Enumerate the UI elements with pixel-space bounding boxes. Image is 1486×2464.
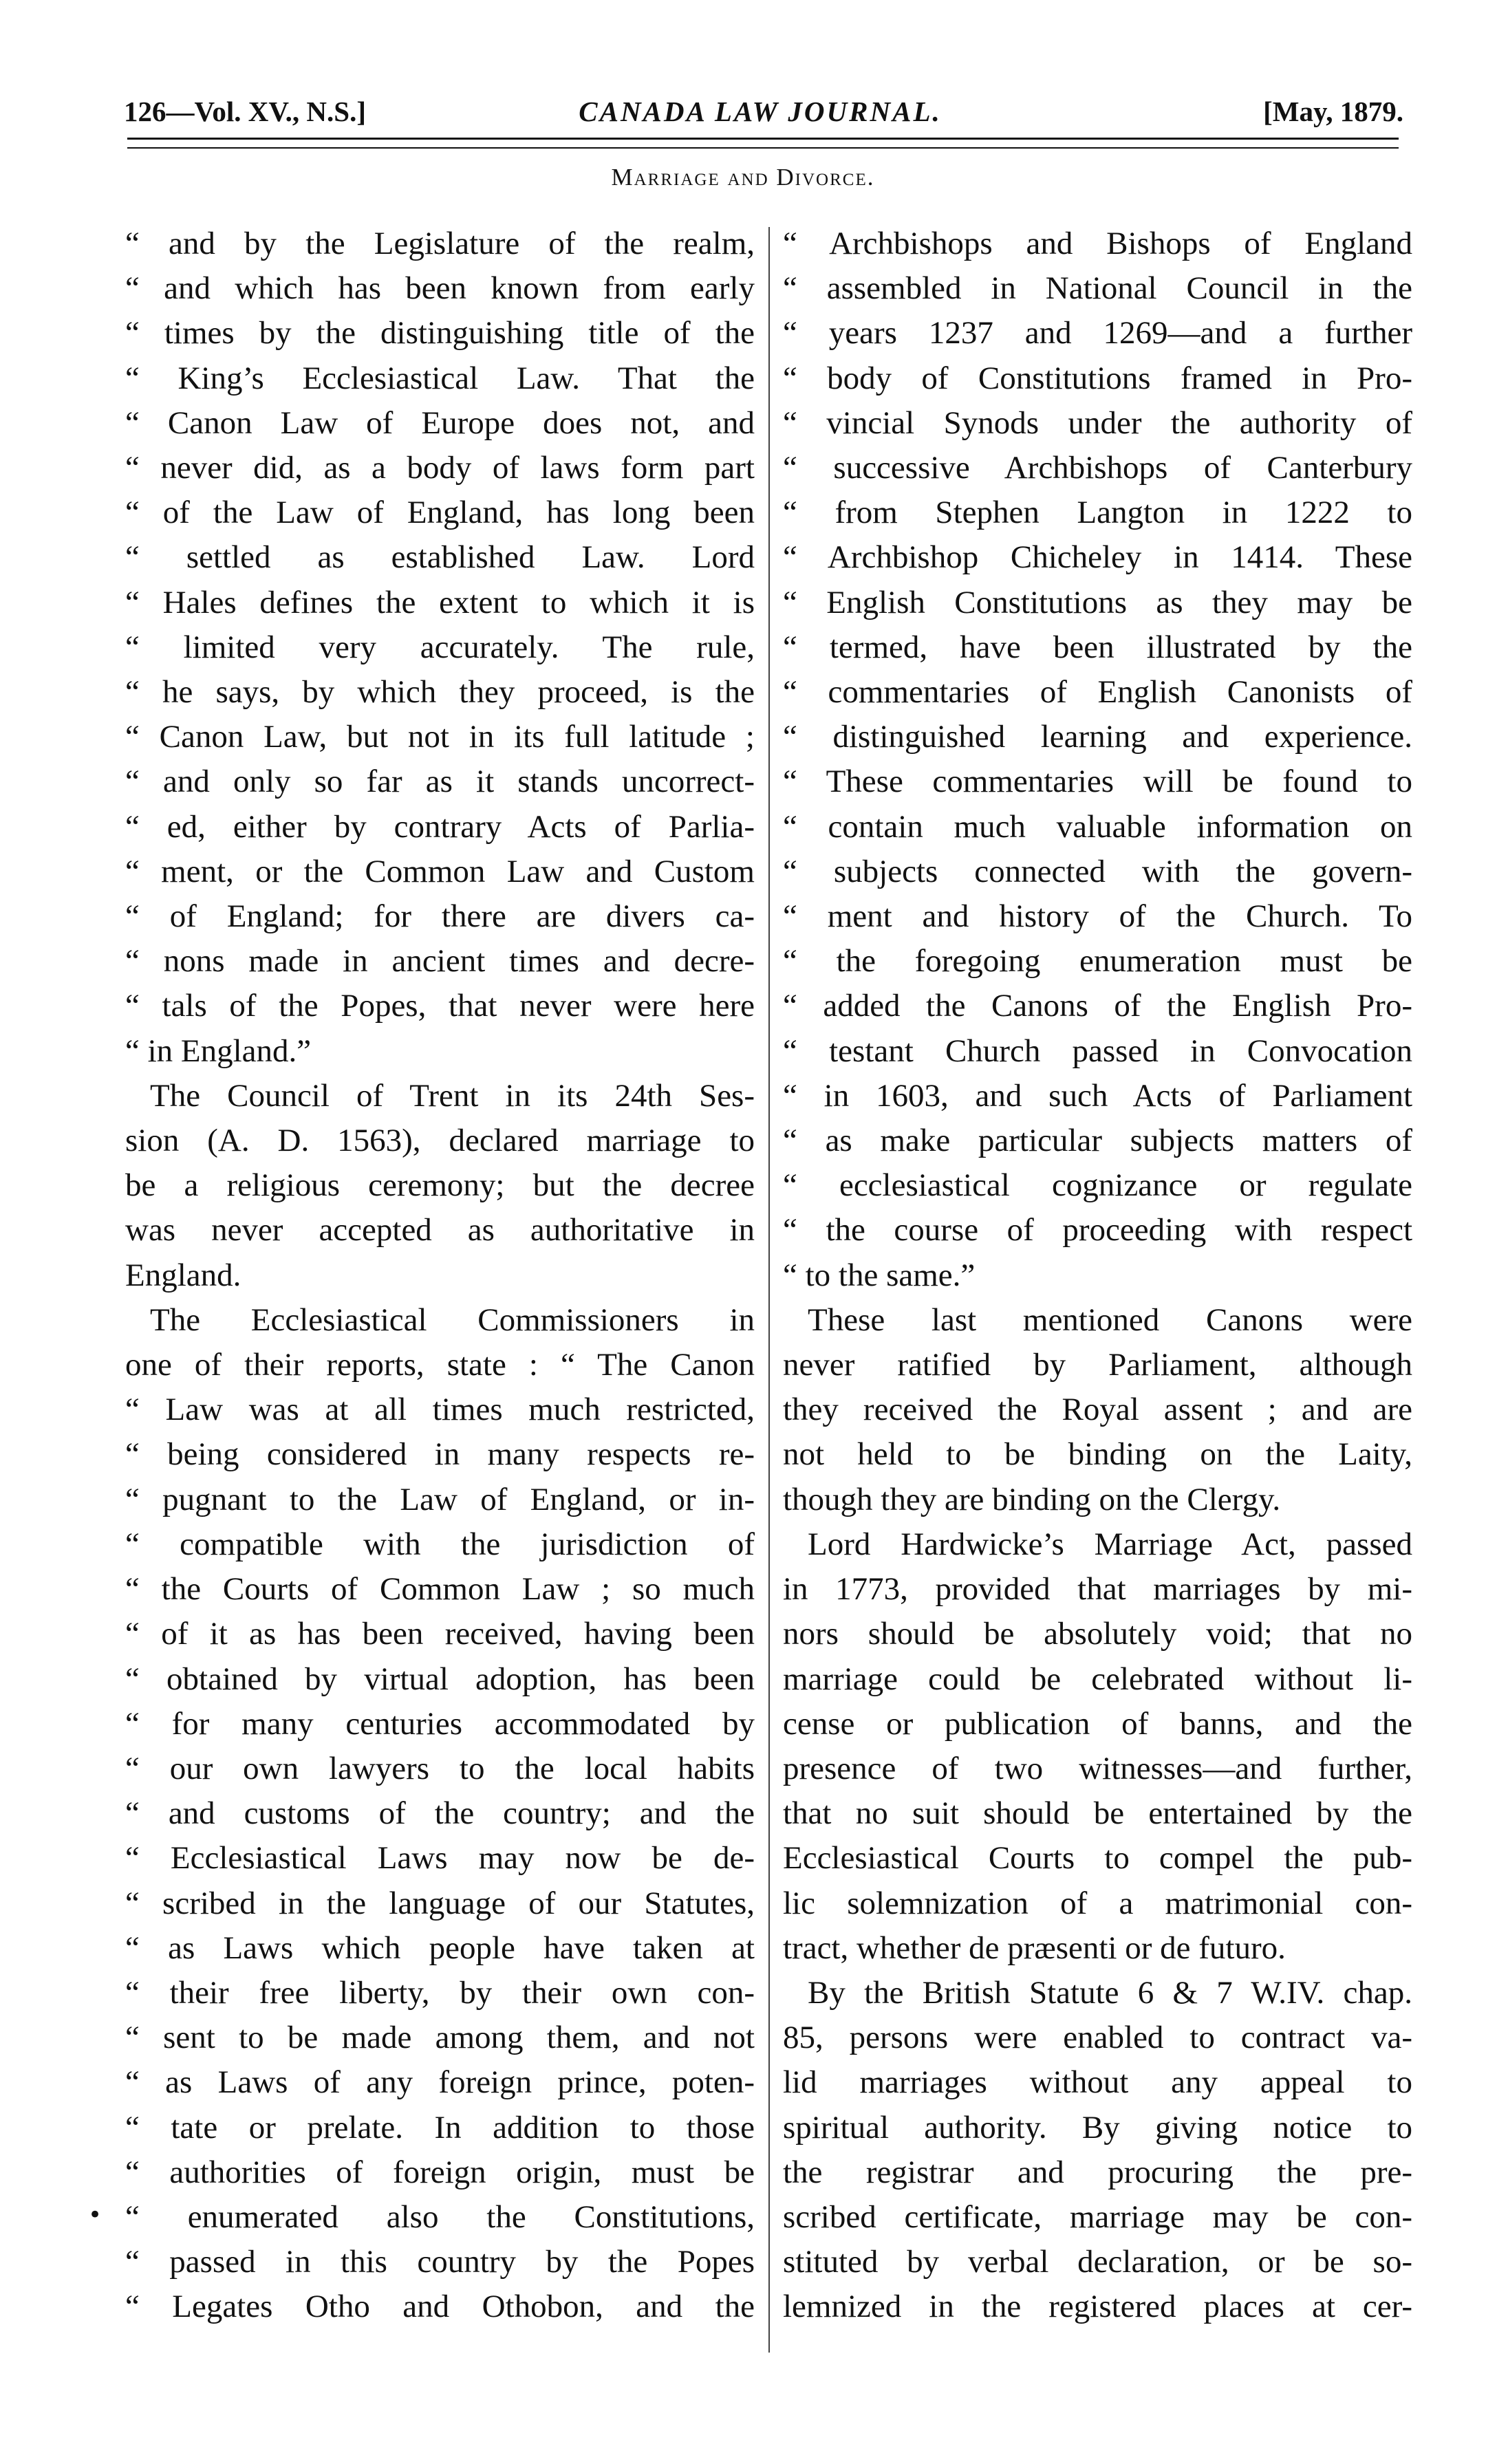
text-line: “ never did, as a body of laws form part [125, 450, 755, 486]
margin-mark: • [88, 2201, 103, 2229]
text-line: “ of it as has been received, having been [125, 1616, 755, 1652]
text-line: “ for many centuries accommodated by [125, 1705, 755, 1742]
text-line: “ subjects connected with the govern- [783, 853, 1412, 889]
left-column [125, 221, 755, 2330]
text-line: “ successive Archbishops of Canterbury [783, 450, 1412, 486]
text-line: “ passed in this country by the Popes [125, 2244, 755, 2280]
text-line: tract, whether de præsenti or de futuro. [783, 1930, 1286, 1966]
text-line: “ to the same.” [783, 1257, 976, 1293]
text-line: stituted by verbal declaration, or be so- [783, 2244, 1412, 2280]
text-line: “ ecclesiastical cognizance or regulate [783, 1167, 1412, 1204]
text-line: “ as make particular subjects matters of [783, 1123, 1412, 1159]
text-line: “ compatible with the jurisdiction of [125, 1526, 755, 1562]
text-line: one of their reports, state : “ The Canon [125, 1347, 755, 1383]
text-line: England. [125, 1257, 241, 1293]
right-column [783, 221, 1412, 2330]
text-line: “ assembled in National Council in the [783, 270, 1412, 307]
text-line: “ scribed in the language of our Statutes, [125, 1885, 755, 1921]
text-line: lemnized in the registered places at cer- [783, 2289, 1412, 2325]
text-line: “ added the Canons of the English Pro- [783, 988, 1412, 1024]
text-line: “ termed, have been illustrated by the [783, 629, 1412, 665]
text-line: “ vincial Synods under the authority of [783, 404, 1412, 441]
text-line: “ English Constitutions as they may be [783, 584, 1412, 620]
column-divider [768, 227, 770, 2353]
text-line: The Council of Trent in its 24th Ses- [150, 1077, 755, 1114]
text-line: “ the Courts of Common Law ; so much [125, 1571, 755, 1608]
text-line: These last mentioned Canons were [808, 1301, 1412, 1338]
text-line: “ Archbishops and Bishops of England [783, 226, 1412, 261]
text-line: “ testant Church passed in Convocation [783, 1033, 1412, 1069]
text-line: lid marriages without any appeal to [783, 2064, 1412, 2101]
text-line: lic solemnization of a matrimonial con- [783, 1885, 1412, 1921]
text-line: “ enumerated also the Constitutions, [125, 2198, 755, 2235]
text-line: “ authorities of foreign origin, must be [125, 2154, 755, 2190]
text-line: “ Canon Law of Europe does not, and [125, 404, 755, 441]
text-line: not held to be binding on the Laity, [783, 1436, 1412, 1473]
text-line: “ distinguished learning and experience. [783, 719, 1412, 755]
text-line: though they are binding on the Clergy. [783, 1481, 1281, 1517]
section-title: Marriage and Divorce. [611, 164, 875, 191]
text-line: “ of the Law of England, has long been [125, 495, 755, 531]
text-line: “ commentaries of English Canonists of [783, 674, 1412, 711]
text-line: “ King’s Ecclesiastical Law. That the [125, 360, 755, 396]
text-line: “ ment and history of the Church. To [783, 898, 1412, 935]
text-line: “ their free liberty, by their own con- [125, 1974, 755, 2011]
text-line: nors should be absolutely void; that no [783, 1616, 1412, 1652]
text-line: scribed certificate, marriage may be con- [783, 2198, 1412, 2235]
text-line: “ years 1237 and 1269—and a further [783, 315, 1412, 352]
text-line: “ and which has been known from early [125, 270, 755, 307]
text-line: “ the foregoing enumeration must be [783, 943, 1412, 980]
text-line: “ obtained by virtual adoption, has been [125, 1661, 755, 1697]
text-line: marriage could be celebrated without li- [783, 1661, 1412, 1697]
text-line: “ in England.” [125, 1033, 312, 1069]
text-line: cense or publication of banns, and the [783, 1705, 1412, 1742]
header-rule-thick [127, 138, 1399, 140]
text-line: “ of England; for there are divers ca- [125, 898, 755, 935]
text-line: Ecclesiastical Courts to compel the pub- [783, 1840, 1412, 1877]
text-line: “ Legates Otho and Othobon, and the [125, 2289, 755, 2325]
text-line: “ and customs of the country; and the [125, 1795, 755, 1832]
text-line: the registrar and procuring the pre- [783, 2154, 1412, 2190]
text-line: “ nons made in ancient times and decre- [125, 943, 755, 980]
page-number-volume: 126—Vol. XV., N.S.] [124, 96, 366, 127]
text-line: “ times by the distinguishing title of the [125, 315, 755, 352]
text-line: “ These commentaries will be found to [783, 764, 1412, 800]
text-line: never ratified by Parliament, although [783, 1347, 1412, 1383]
text-line: in 1773, provided that marriages by mi- [783, 1571, 1412, 1608]
text-line: was never accepted as authoritative in [125, 1212, 755, 1249]
text-line: “ the course of proceeding with respect [783, 1212, 1412, 1249]
journal-title: CANADA LAW JOURNAL. [579, 96, 942, 127]
text-line: “ limited very accurately. The rule, [125, 629, 755, 665]
text-line: “ and only so far as it stands uncorrect- [125, 764, 755, 800]
text-line: spiritual authority. By giving notice to [783, 2109, 1412, 2146]
text-line: “ sent to be made among them, and not [125, 2020, 755, 2056]
text-line: “ tate or prelate. In addition to those [125, 2109, 755, 2146]
text-line: “ Hales defines the extent to which it is [125, 584, 755, 620]
text-line: be a religious ceremony; but the decree [125, 1167, 755, 1204]
text-line: “ Law was at all times much restricted, [125, 1392, 755, 1428]
text-line: “ and by the Legislature of the realm, [125, 226, 755, 261]
header-rule-thin [127, 147, 1399, 149]
text-line: “ Ecclesiastical Laws may now be de- [125, 1840, 755, 1877]
text-line: “ Canon Law, but not in its full latitude ; [125, 719, 755, 755]
text-line: “ in 1603, and such Acts of Parliament [783, 1077, 1412, 1114]
text-line: “ settled as established Law. Lord [125, 539, 755, 576]
text-line: “ pugnant to the Law of England, or in- [125, 1481, 755, 1517]
text-line: “ Archbishop Chicheley in 1414. These [783, 539, 1412, 576]
text-line: “ as Laws of any foreign prince, poten- [125, 2064, 755, 2101]
text-line: By the British Statute 6 & 7 W.IV. chap. [808, 1974, 1412, 2011]
text-line: “ ment, or the Common Law and Custom [125, 853, 755, 889]
issue-date: [May, 1879. [1263, 96, 1403, 127]
running-header [117, 95, 1403, 136]
text-line: “ tals of the Popes, that never were here [125, 988, 755, 1024]
text-line: 85, persons were enabled to contract va- [783, 2020, 1412, 2056]
text-line: Lord Hardwicke’s Marriage Act, passed [808, 1526, 1412, 1562]
text-line: “ contain much valuable information on [783, 808, 1412, 845]
text-line: that no suit should be entertained by the [783, 1795, 1412, 1832]
text-line: “ our own lawyers to the local habits [125, 1750, 755, 1786]
text-line: “ ed, either by contrary Acts of Parlia- [125, 808, 755, 845]
text-line: “ he says, by which they proceed, is the [125, 674, 755, 711]
text-line: The Ecclesiastical Commissioners in [150, 1301, 755, 1338]
text-line: “ being considered in many respects re- [125, 1436, 755, 1473]
text-line: “ body of Constitutions framed in Pro- [783, 360, 1412, 396]
text-line: sion (A. D. 1563), declared marriage to [125, 1123, 755, 1159]
text-line: they received the Royal assent ; and are [783, 1392, 1412, 1428]
text-line: “ as Laws which people have taken at [125, 1930, 755, 1966]
text-line: “ from Stephen Langton in 1222 to [783, 495, 1412, 531]
text-line: presence of two witnesses—and further, [783, 1750, 1412, 1786]
